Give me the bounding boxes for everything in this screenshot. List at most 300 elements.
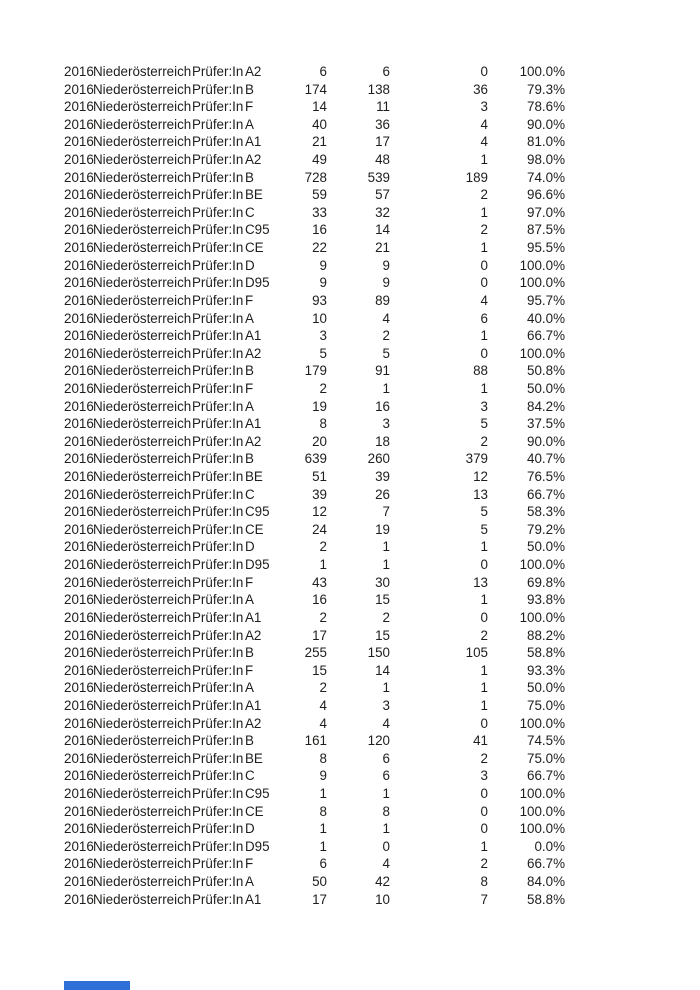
table-row	[64, 803, 565, 821]
cell-examiner: Prüfer:In	[192, 398, 244, 414]
cell-region: Niederösterreich	[93, 152, 192, 168]
cell-region: Niederösterreich	[93, 592, 192, 608]
cell-percentage: 75.0%	[527, 697, 565, 713]
cell-examiner: Prüfer:In	[192, 99, 244, 115]
cell-examiner: Prüfer:In	[192, 609, 244, 625]
cell-class: BE	[245, 750, 263, 766]
cell-examiner: Prüfer:In	[192, 240, 244, 256]
cell-class: CE	[245, 521, 264, 537]
cell-value-2: 6	[382, 64, 390, 79]
table-row	[64, 521, 565, 539]
cell-class: B	[245, 81, 254, 97]
cell-region: Niederösterreich	[93, 557, 192, 573]
cell-year: 2016	[64, 574, 94, 590]
cell-region: Niederösterreich	[93, 275, 192, 291]
cell-class: F	[245, 662, 254, 678]
cell-percentage: 75.0%	[527, 750, 565, 766]
cell-percentage: 97.0%	[527, 204, 565, 220]
cell-region: Niederösterreich	[93, 504, 192, 520]
cell-region: Niederösterreich	[93, 187, 192, 203]
cell-value-1: 2	[319, 539, 327, 555]
cell-value-3: 2	[480, 222, 488, 238]
cell-examiner: Prüfer:In	[192, 645, 244, 661]
cell-value-1: 49	[312, 152, 327, 168]
cell-value-2: 1	[382, 680, 390, 696]
cell-year: 2016	[64, 345, 94, 361]
cell-region: Niederösterreich	[93, 345, 192, 361]
table-row	[64, 873, 565, 891]
cell-examiner: Prüfer:In	[192, 750, 244, 766]
cell-region: Niederösterreich	[93, 750, 192, 766]
cell-value-1: 4	[319, 715, 327, 731]
cell-percentage: 88.2%	[527, 627, 565, 643]
cell-percentage: 93.3%	[527, 662, 565, 678]
cell-value-2: 15	[375, 592, 390, 608]
table-row	[64, 574, 565, 592]
cell-percentage: 66.7%	[527, 486, 565, 502]
cell-value-2: 57	[375, 187, 390, 203]
cell-value-1: 179	[304, 363, 327, 379]
cell-value-1: 161	[304, 733, 327, 749]
cell-value-2: 21	[375, 240, 390, 256]
cell-examiner: Prüfer:In	[192, 416, 244, 432]
cell-percentage: 81.0%	[527, 134, 565, 150]
cell-region: Niederösterreich	[93, 785, 192, 801]
cell-percentage: 100.0%	[519, 821, 565, 837]
cell-year: 2016	[64, 557, 94, 573]
cell-class: A	[245, 398, 254, 414]
cell-value-2: 7	[382, 504, 390, 520]
cell-region: Niederösterreich	[93, 838, 192, 854]
table-row	[64, 274, 565, 292]
cell-examiner: Prüfer:In	[192, 433, 244, 449]
cell-class: D95	[245, 275, 270, 291]
cell-value-3: 1	[480, 328, 488, 344]
cell-class: CE	[245, 240, 264, 256]
cell-value-2: 18	[375, 433, 390, 449]
cell-percentage: 100.0%	[519, 64, 565, 79]
cell-value-1: 2	[319, 609, 327, 625]
table-row	[64, 679, 565, 697]
cell-value-2: 26	[375, 486, 390, 502]
cell-value-3: 4	[480, 134, 488, 150]
cell-percentage: 66.7%	[527, 856, 565, 872]
cell-examiner: Prüfer:In	[192, 469, 244, 485]
cell-value-2: 4	[382, 856, 390, 872]
cell-percentage: 95.5%	[527, 240, 565, 256]
cell-value-2: 3	[382, 697, 390, 713]
cell-percentage: 40.7%	[527, 451, 565, 467]
cell-year: 2016	[64, 504, 94, 520]
cell-value-2: 260	[367, 451, 390, 467]
cell-percentage: 50.0%	[527, 680, 565, 696]
cell-year: 2016	[64, 64, 94, 79]
cell-value-1: 9	[319, 257, 327, 273]
table-row	[64, 151, 565, 169]
cell-year: 2016	[64, 169, 94, 185]
cell-region: Niederösterreich	[93, 222, 192, 238]
cell-class: D	[245, 257, 255, 273]
cell-percentage: 100.0%	[519, 609, 565, 625]
cell-class: CE	[245, 803, 264, 819]
cell-value-3: 1	[480, 539, 488, 555]
cell-value-2: 30	[375, 574, 390, 590]
cell-year: 2016	[64, 380, 94, 396]
cell-value-2: 150	[367, 645, 390, 661]
cell-examiner: Prüfer:In	[192, 187, 244, 203]
cell-value-1: 16	[312, 592, 327, 608]
cell-year: 2016	[64, 592, 94, 608]
cell-value-3: 0	[480, 275, 488, 291]
cell-region: Niederösterreich	[93, 310, 192, 326]
cell-year: 2016	[64, 645, 94, 661]
cell-examiner: Prüfer:In	[192, 838, 244, 854]
cell-examiner: Prüfer:In	[192, 592, 244, 608]
cell-class: C	[245, 204, 255, 220]
cell-class: A1	[245, 416, 262, 432]
cell-examiner: Prüfer:In	[192, 257, 244, 273]
cell-value-1: 8	[319, 750, 327, 766]
cell-percentage: 100.0%	[519, 785, 565, 801]
cell-year: 2016	[64, 275, 94, 291]
cell-examiner: Prüfer:In	[192, 275, 244, 291]
cell-region: Niederösterreich	[93, 609, 192, 625]
cell-class: BE	[245, 187, 263, 203]
table-row	[64, 450, 565, 468]
cell-class: A2	[245, 433, 262, 449]
cell-value-3: 0	[480, 821, 488, 837]
cell-class: A2	[245, 64, 262, 79]
cell-value-2: 6	[382, 750, 390, 766]
cell-year: 2016	[64, 891, 94, 907]
cell-region: Niederösterreich	[93, 574, 192, 590]
cell-value-3: 0	[480, 715, 488, 731]
cell-value-3: 0	[480, 557, 488, 573]
cell-value-2: 9	[382, 257, 390, 273]
cell-examiner: Prüfer:In	[192, 363, 244, 379]
cell-value-1: 16	[312, 222, 327, 238]
cell-year: 2016	[64, 768, 94, 784]
cell-examiner: Prüfer:In	[192, 169, 244, 185]
cell-value-1: 15	[312, 662, 327, 678]
cell-region: Niederösterreich	[93, 821, 192, 837]
cell-value-2: 19	[375, 521, 390, 537]
cell-value-2: 17	[375, 134, 390, 150]
cell-value-3: 5	[480, 504, 488, 520]
table-row	[64, 362, 565, 380]
cell-year: 2016	[64, 204, 94, 220]
cell-percentage: 58.3%	[527, 504, 565, 520]
cell-value-3: 0	[480, 609, 488, 625]
cell-class: B	[245, 169, 254, 185]
cell-percentage: 66.7%	[527, 328, 565, 344]
cell-value-2: 120	[367, 733, 390, 749]
cell-region: Niederösterreich	[93, 451, 192, 467]
cell-value-3: 7	[480, 891, 488, 907]
cell-value-1: 40	[312, 116, 327, 132]
cell-region: Niederösterreich	[93, 486, 192, 502]
cell-examiner: Prüfer:In	[192, 222, 244, 238]
cell-region: Niederösterreich	[93, 469, 192, 485]
table-row	[64, 116, 565, 134]
cell-examiner: Prüfer:In	[192, 521, 244, 537]
cell-region: Niederösterreich	[93, 99, 192, 115]
cell-value-3: 379	[465, 451, 488, 467]
table-row	[64, 891, 565, 909]
cell-value-2: 2	[382, 609, 390, 625]
cell-region: Niederösterreich	[93, 627, 192, 643]
cell-value-3: 0	[480, 803, 488, 819]
cell-class: A1	[245, 328, 262, 344]
cell-class: A	[245, 116, 254, 132]
table-row	[64, 98, 565, 116]
cell-percentage: 100.0%	[519, 345, 565, 361]
cell-percentage: 100.0%	[519, 275, 565, 291]
cell-value-3: 6	[480, 310, 488, 326]
cell-region: Niederösterreich	[93, 240, 192, 256]
cell-value-3: 1	[480, 380, 488, 396]
table-row	[64, 468, 565, 486]
cell-examiner: Prüfer:In	[192, 539, 244, 555]
cell-value-2: 91	[375, 363, 390, 379]
table-row	[64, 697, 565, 715]
cell-value-1: 10	[312, 310, 327, 326]
cell-value-3: 1	[480, 662, 488, 678]
cell-year: 2016	[64, 81, 94, 97]
cell-class: A1	[245, 134, 262, 150]
cell-year: 2016	[64, 521, 94, 537]
table-row	[64, 292, 565, 310]
cell-value-3: 3	[480, 768, 488, 784]
cell-class: A2	[245, 627, 262, 643]
cell-percentage: 93.8%	[527, 592, 565, 608]
cell-class: BE	[245, 469, 263, 485]
cell-value-3: 1	[480, 838, 488, 854]
cell-year: 2016	[64, 116, 94, 132]
cell-value-3: 1	[480, 204, 488, 220]
cell-region: Niederösterreich	[93, 257, 192, 273]
cell-value-3: 41	[473, 733, 488, 749]
cell-examiner: Prüfer:In	[192, 680, 244, 696]
cell-year: 2016	[64, 627, 94, 643]
cell-percentage: 69.8%	[527, 574, 565, 590]
cell-percentage: 100.0%	[519, 715, 565, 731]
cell-class: F	[245, 99, 254, 115]
cell-value-3: 8	[480, 874, 488, 890]
cell-value-1: 174	[304, 81, 327, 97]
table-row	[64, 855, 565, 873]
cell-region: Niederösterreich	[93, 891, 192, 907]
cell-class: B	[245, 645, 254, 661]
cell-region: Niederösterreich	[93, 433, 192, 449]
cell-value-1: 9	[319, 768, 327, 784]
cell-region: Niederösterreich	[93, 363, 192, 379]
cell-class: A2	[245, 715, 262, 731]
cell-percentage: 40.0%	[527, 310, 565, 326]
cell-value-2: 5	[382, 345, 390, 361]
cell-class: A	[245, 592, 254, 608]
cell-value-2: 11	[376, 99, 390, 115]
table-row	[64, 644, 565, 662]
cell-examiner: Prüfer:In	[192, 486, 244, 502]
cell-value-1: 1	[319, 838, 327, 854]
table-row	[64, 204, 565, 222]
table-row	[64, 609, 565, 627]
table-row	[64, 627, 565, 645]
cell-year: 2016	[64, 257, 94, 273]
cell-class: F	[245, 856, 254, 872]
table-row	[64, 133, 565, 151]
table-row	[64, 221, 565, 239]
table-row	[64, 486, 565, 504]
cell-class: F	[245, 292, 254, 308]
cell-examiner: Prüfer:In	[192, 821, 244, 837]
cell-value-2: 2	[382, 328, 390, 344]
cell-class: B	[245, 733, 254, 749]
cell-examiner: Prüfer:In	[192, 768, 244, 784]
cell-year: 2016	[64, 715, 94, 731]
cell-value-3: 5	[480, 416, 488, 432]
cell-year: 2016	[64, 697, 94, 713]
cell-value-3: 1	[480, 680, 488, 696]
cell-year: 2016	[64, 469, 94, 485]
cell-value-2: 138	[367, 81, 390, 97]
cell-value-1: 24	[312, 521, 327, 537]
table-row	[64, 591, 565, 609]
cell-region: Niederösterreich	[93, 856, 192, 872]
cell-year: 2016	[64, 680, 94, 696]
cell-class: A2	[245, 152, 262, 168]
cell-value-1: 43	[312, 574, 327, 590]
cell-value-3: 88	[473, 363, 488, 379]
cell-class: A	[245, 874, 254, 890]
cell-value-3: 5	[480, 521, 488, 537]
cell-class: D	[245, 821, 255, 837]
cell-percentage: 98.0%	[527, 152, 565, 168]
cell-value-1: 1	[319, 557, 327, 573]
cell-year: 2016	[64, 821, 94, 837]
table-row	[64, 785, 565, 803]
cell-region: Niederösterreich	[93, 521, 192, 537]
cell-region: Niederösterreich	[93, 81, 192, 97]
cell-class: C95	[245, 222, 270, 238]
cell-examiner: Prüfer:In	[192, 856, 244, 872]
table-row	[64, 732, 565, 750]
cell-value-1: 6	[319, 856, 327, 872]
cell-year: 2016	[64, 416, 94, 432]
cell-value-2: 1	[382, 380, 390, 396]
cell-value-3: 4	[480, 292, 488, 308]
cell-value-1: 17	[312, 627, 327, 643]
cell-percentage: 100.0%	[519, 557, 565, 573]
cell-examiner: Prüfer:In	[192, 345, 244, 361]
cell-percentage: 37.5%	[527, 416, 565, 432]
cell-percentage: 0.0%	[534, 838, 565, 854]
cell-value-1: 639	[304, 451, 327, 467]
cell-value-2: 42	[375, 874, 390, 890]
cell-value-2: 1	[382, 557, 390, 573]
cell-value-2: 6	[382, 768, 390, 784]
cell-examiner: Prüfer:In	[192, 785, 244, 801]
table-row	[64, 257, 565, 275]
cell-region: Niederösterreich	[93, 169, 192, 185]
table-row	[64, 63, 565, 81]
cell-value-1: 2	[319, 680, 327, 696]
cell-value-3: 0	[480, 257, 488, 273]
cell-region: Niederösterreich	[93, 116, 192, 132]
cell-region: Niederösterreich	[93, 645, 192, 661]
cell-examiner: Prüfer:In	[192, 557, 244, 573]
cell-region: Niederösterreich	[93, 416, 192, 432]
cell-value-3: 1	[480, 697, 488, 713]
table-row	[64, 239, 565, 257]
cell-value-2: 89	[375, 292, 390, 308]
cell-examiner: Prüfer:In	[192, 504, 244, 520]
table-row	[64, 398, 565, 416]
cell-value-2: 14	[375, 222, 390, 238]
cell-value-3: 1	[480, 152, 488, 168]
cell-value-2: 10	[375, 891, 390, 907]
table-row	[64, 310, 565, 328]
cell-value-3: 2	[480, 750, 488, 766]
cell-value-1: 33	[312, 204, 327, 220]
cell-value-1: 8	[319, 416, 327, 432]
cell-examiner: Prüfer:In	[192, 310, 244, 326]
cell-examiner: Prüfer:In	[192, 292, 244, 308]
cell-value-1: 9	[319, 275, 327, 291]
cell-year: 2016	[64, 363, 94, 379]
cell-value-3: 105	[465, 645, 488, 661]
table-row	[64, 820, 565, 838]
cell-value-2: 15	[375, 627, 390, 643]
cell-value-1: 17	[312, 891, 327, 907]
cell-examiner: Prüfer:In	[192, 733, 244, 749]
cell-region: Niederösterreich	[93, 715, 192, 731]
cell-year: 2016	[64, 609, 94, 625]
cell-year: 2016	[64, 222, 94, 238]
cell-examiner: Prüfer:In	[192, 715, 244, 731]
cell-region: Niederösterreich	[93, 328, 192, 344]
cell-region: Niederösterreich	[93, 697, 192, 713]
results-table	[64, 63, 565, 908]
cell-value-1: 19	[312, 398, 327, 414]
cell-region: Niederösterreich	[93, 64, 192, 79]
cell-value-1: 1	[319, 821, 327, 837]
cell-class: C	[245, 768, 255, 784]
cell-region: Niederösterreich	[93, 803, 192, 819]
cell-year: 2016	[64, 99, 94, 115]
cell-examiner: Prüfer:In	[192, 328, 244, 344]
cell-year: 2016	[64, 451, 94, 467]
cell-value-1: 50	[312, 874, 327, 890]
cell-value-2: 32	[375, 204, 390, 220]
cell-class: A	[245, 310, 254, 326]
cell-examiner: Prüfer:In	[192, 697, 244, 713]
cell-percentage: 79.2%	[527, 521, 565, 537]
cell-value-2: 0	[382, 838, 390, 854]
cell-value-2: 1	[382, 785, 390, 801]
cell-value-2: 3	[382, 416, 390, 432]
cell-class: A1	[245, 891, 262, 907]
cell-value-2: 36	[375, 116, 390, 132]
cell-percentage: 76.5%	[527, 469, 565, 485]
cell-year: 2016	[64, 874, 94, 890]
cell-percentage: 74.5%	[527, 733, 565, 749]
cell-year: 2016	[64, 785, 94, 801]
cell-value-3: 13	[473, 574, 488, 590]
cell-year: 2016	[64, 856, 94, 872]
cell-value-3: 2	[480, 627, 488, 643]
